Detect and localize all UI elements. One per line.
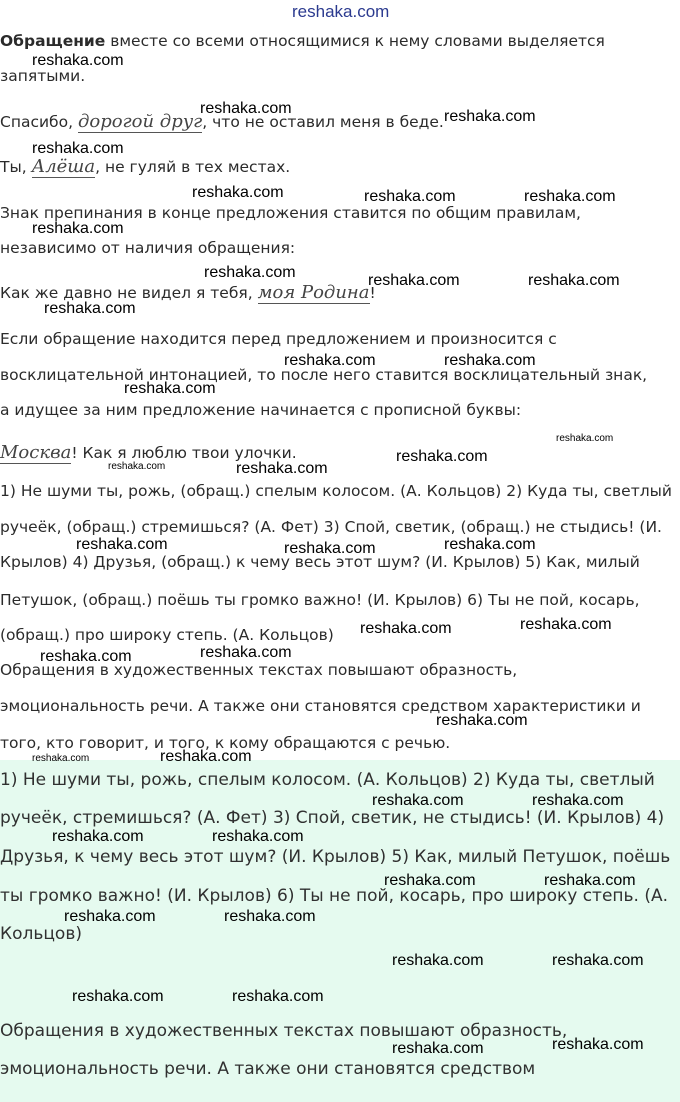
rule-paragraph-1-line2: запятыми. bbox=[0, 67, 86, 85]
answer-line: Друзья, к чему весь этот шум? (И. Крылов) 5) Как, милый Петушок, поёшь bbox=[0, 847, 671, 867]
watermark: reshaka.com bbox=[556, 433, 614, 444]
term-bold: Обращение bbox=[0, 32, 106, 50]
address-word: Москва bbox=[0, 442, 72, 463]
rule-text: вместе со всеми относящимися к нему словами выделяется bbox=[105, 32, 605, 50]
watermark: reshaka.com bbox=[532, 792, 624, 809]
watermark: reshaka.com bbox=[528, 272, 620, 289]
watermark: reshaka.com bbox=[200, 100, 292, 117]
watermark: reshaka.com bbox=[552, 952, 644, 969]
watermark: reshaka.com bbox=[284, 540, 376, 557]
watermark: reshaka.com bbox=[392, 952, 484, 969]
example-text: , что не оставил меня в беде. bbox=[202, 113, 444, 131]
rule-paragraph-2-line2: независимо от наличия обращения: bbox=[0, 239, 296, 257]
example-2 bbox=[0, 157, 290, 177]
task-line: ручеёк, (обращ.) стремишься? (А. Фет) 3) Спой, светик, (обращ.) не стыдись! (И. bbox=[0, 518, 662, 536]
watermark: reshaka.com bbox=[520, 616, 612, 633]
watermark: reshaka.com bbox=[384, 872, 476, 889]
watermark: reshaka.com bbox=[108, 461, 166, 472]
watermark: reshaka.com bbox=[368, 272, 460, 289]
rule-paragraph-1 bbox=[0, 31, 605, 51]
answer-line: ручеёк, стремишься? (А. Фет) 3) Спой, светик, не стыдись! (И. Крылов) 4) bbox=[0, 808, 665, 828]
answer-line: Кольцов) bbox=[0, 924, 82, 944]
watermark: reshaka.com bbox=[444, 352, 536, 369]
answer-tail-line: Обращения в художественных текстах повышают образность, bbox=[0, 1021, 568, 1041]
watermark: reshaka.com bbox=[72, 988, 164, 1005]
watermark: reshaka.com bbox=[360, 620, 452, 637]
watermark: reshaka.com bbox=[372, 792, 464, 809]
conclusion-line: эмоциональность речи. А также они становятся средством характеристики и bbox=[0, 697, 641, 715]
watermark: reshaka.com bbox=[392, 1040, 484, 1057]
example-text: Ты, bbox=[0, 158, 32, 176]
watermark: reshaka.com bbox=[64, 908, 156, 925]
rule-paragraph-3-line3: а идущее за ним предложение начинается с прописной буквы: bbox=[0, 401, 522, 419]
watermark: reshaka.com bbox=[40, 648, 132, 665]
watermark: reshaka.com bbox=[32, 220, 124, 237]
watermark: reshaka.com bbox=[524, 188, 616, 205]
watermark: reshaka.com bbox=[284, 352, 376, 369]
example-text: ! bbox=[369, 284, 376, 302]
address-word: Алёша bbox=[31, 156, 96, 177]
watermark: reshaka.com bbox=[200, 644, 292, 661]
conclusion-line: Обращения в художественных текстах повышают образность, bbox=[0, 661, 518, 679]
task-line: Петушок, (обращ.) поёшь ты громко важно! (И. Крылов) 6) Ты не пой, косарь, bbox=[0, 591, 640, 609]
watermark: reshaka.com bbox=[212, 828, 304, 845]
watermark: reshaka.com bbox=[160, 748, 252, 765]
address-word: дорогой друг bbox=[77, 111, 203, 132]
watermark: reshaka.com bbox=[52, 828, 144, 845]
rule-paragraph-3: Если обращение находится перед предложением и произносится с bbox=[0, 330, 557, 348]
watermark: reshaka.com bbox=[552, 1036, 644, 1053]
watermark: reshaka.com bbox=[364, 188, 456, 205]
watermark: reshaka.com bbox=[44, 300, 136, 317]
rule-paragraph-2: Знак препинания в конце предложения ставится по общим правилам, bbox=[0, 204, 581, 222]
watermark: reshaka.com bbox=[32, 753, 90, 764]
rule-paragraph-3-line2: восклицательной интонацией, то после него ставится восклицательный знак, bbox=[0, 366, 648, 384]
watermark: reshaka.com bbox=[236, 460, 328, 477]
watermark: reshaka.com bbox=[76, 536, 168, 553]
task-line: 1) Не шуми ты, рожь, (обращ.) спелым колосом. (А. Кольцов) 2) Куда ты, светлый bbox=[0, 482, 672, 500]
conclusion-line: того, кто говорит, и того, к кому обращаются с речью. bbox=[0, 734, 451, 752]
example-text: , не гуляй в тех местах. bbox=[95, 158, 291, 176]
answer-line: ты громко важно! (И. Крылов) 6) Ты не пой, косарь, про широку степь. (А. bbox=[0, 886, 669, 906]
site-watermark-top[interactable]: reshaka.com bbox=[292, 2, 390, 21]
watermark: reshaka.com bbox=[192, 184, 284, 201]
task-line: (обращ.) про широку степь. (А. Кольцов) bbox=[0, 626, 334, 644]
answer-line: 1) Не шуми ты, рожь, спелым колосом. (А. Кольцов) 2) Куда ты, светлый bbox=[0, 770, 655, 790]
task-line: Крылов) 4) Друзья, (обращ.) к чему весь этот шум? (И. Крылов) 5) Как, милый bbox=[0, 553, 640, 571]
watermark: reshaka.com bbox=[444, 108, 536, 125]
address-word: моя Родина bbox=[257, 282, 370, 303]
watermark: reshaka.com bbox=[232, 988, 324, 1005]
watermark: reshaka.com bbox=[32, 140, 124, 157]
answer-tail-line: эмоциональность речи. А также они становятся средством bbox=[0, 1059, 536, 1079]
example-text: Спасибо, bbox=[0, 113, 78, 131]
example-text: Как же давно не видел я тебя, bbox=[0, 284, 258, 302]
watermark: reshaka.com bbox=[124, 380, 216, 397]
watermark: reshaka.com bbox=[544, 872, 636, 889]
watermark: reshaka.com bbox=[436, 712, 528, 729]
example-text: ! Как я люблю твои улочки. bbox=[71, 444, 297, 462]
watermark: reshaka.com bbox=[32, 52, 124, 69]
watermark: reshaka.com bbox=[444, 536, 536, 553]
watermark: reshaka.com bbox=[224, 908, 316, 925]
watermark: reshaka.com bbox=[204, 264, 296, 281]
watermark: reshaka.com bbox=[396, 448, 488, 465]
